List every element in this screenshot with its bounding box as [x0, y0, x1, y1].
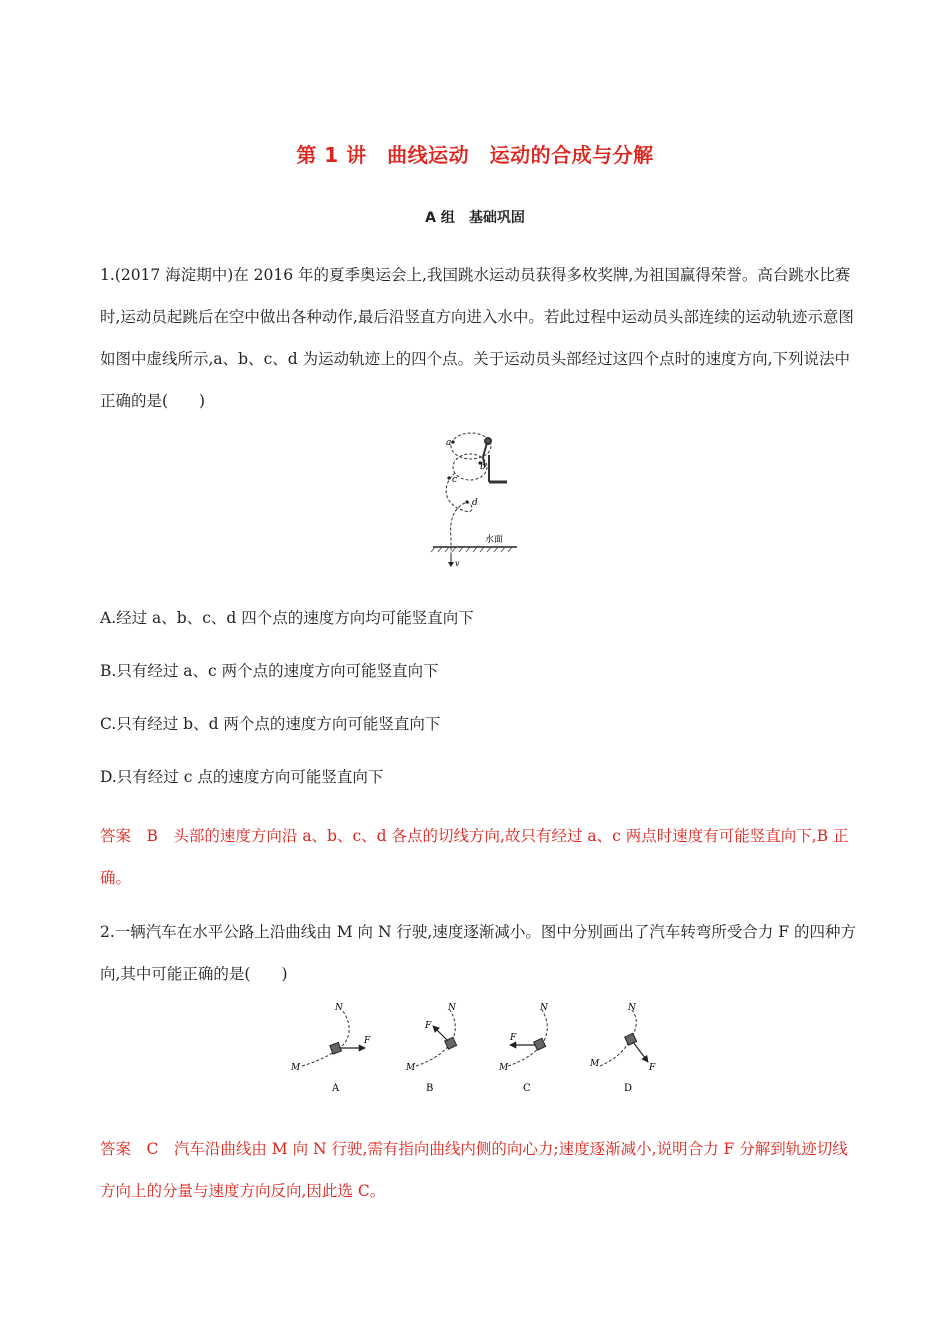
svg-text:M: M — [499, 1063, 509, 1073]
svg-text:N: N — [448, 1003, 456, 1013]
svg-text:F: F — [649, 1063, 656, 1073]
section-heading: A 组 基础巩固 — [425, 210, 525, 226]
figure-caption-c: C — [523, 1083, 531, 1094]
point-d-label: d — [472, 498, 478, 508]
point-c-label: c — [452, 475, 458, 485]
question-1-stem: 1.(2017 海淀期中)在 2016 年的夏季奥运会上,我国跳水运动员获得多枚奖牌,为祖国赢得荣誉。高台跳水比赛时,运动员起跳后在空中做出各种动作,最后沿竖直方向进入水中。若此过程中运动员头部连续的运动轨迹示意图如图中虚线所示,a、b、c、d 为运动轨迹上的四个点。关于运动员头部经过这四个点时的速度方向,下列说法中正确的是( ) — [100, 266, 854, 410]
svg-text:F: F — [510, 1033, 517, 1043]
svg-text:N: N — [628, 1003, 636, 1013]
point-a-label: a — [446, 438, 452, 448]
svg-text:N: N — [335, 1003, 343, 1013]
force-diagram-a — [290, 1003, 371, 1094]
force-diagram-c — [498, 1003, 549, 1094]
page-title: 第 1 讲 曲线运动 运动的合成与分解 — [296, 143, 654, 167]
diver-trajectory-figure — [425, 425, 525, 573]
svg-text:F: F — [425, 1021, 432, 1031]
svg-text:M: M — [406, 1063, 416, 1073]
figure-caption-b: B — [426, 1083, 434, 1094]
velocity-label: v — [455, 559, 460, 568]
q1-answer: 答案 B 头部的速度方向沿 a、b、c、d 各点的切线方向,故只有经过 a、c 两点时速度有可能竖直向下,B 正确。 — [100, 827, 849, 887]
figure-caption-d: D — [624, 1083, 633, 1094]
q2-answer: 答案 C 汽车沿曲线由 M 向 N 行驶,需有指向曲线内侧的向心力;速度逐渐减小,说明合力 F 分解到轨迹切线方向上的分量与速度方向反向,因此选 C。 — [100, 1140, 848, 1200]
svg-text:M: M — [590, 1059, 600, 1069]
force-diagram-d — [589, 1003, 656, 1094]
water-surface-label: 水面 — [485, 535, 504, 545]
svg-text:M: M — [291, 1063, 301, 1073]
svg-text:F: F — [364, 1036, 371, 1046]
q1-option-b: B.只有经过 a、c 两个点的速度方向可能竖直向下 — [100, 662, 439, 680]
svg-text:N: N — [540, 1003, 548, 1013]
car-force-figures — [288, 1000, 668, 1098]
force-diagram-b — [405, 1003, 457, 1094]
point-b-label: b — [480, 462, 486, 472]
q1-option-c: C.只有经过 b、d 两个点的速度方向可能竖直向下 — [100, 715, 441, 733]
question-2-stem: 2.一辆汽车在水平公路上沿曲线由 M 向 N 行驶,速度逐渐减小。图中分别画出了汽车转弯所受合力 F 的四种方向,其中可能正确的是( ) — [100, 923, 856, 983]
q1-option-a: A.经过 a、b、c、d 四个点的速度方向均可能竖直向下 — [100, 609, 474, 627]
q1-option-d: D.只有经过 c 点的速度方向可能竖直向下 — [100, 768, 384, 786]
figure-caption-a: A — [332, 1083, 340, 1094]
